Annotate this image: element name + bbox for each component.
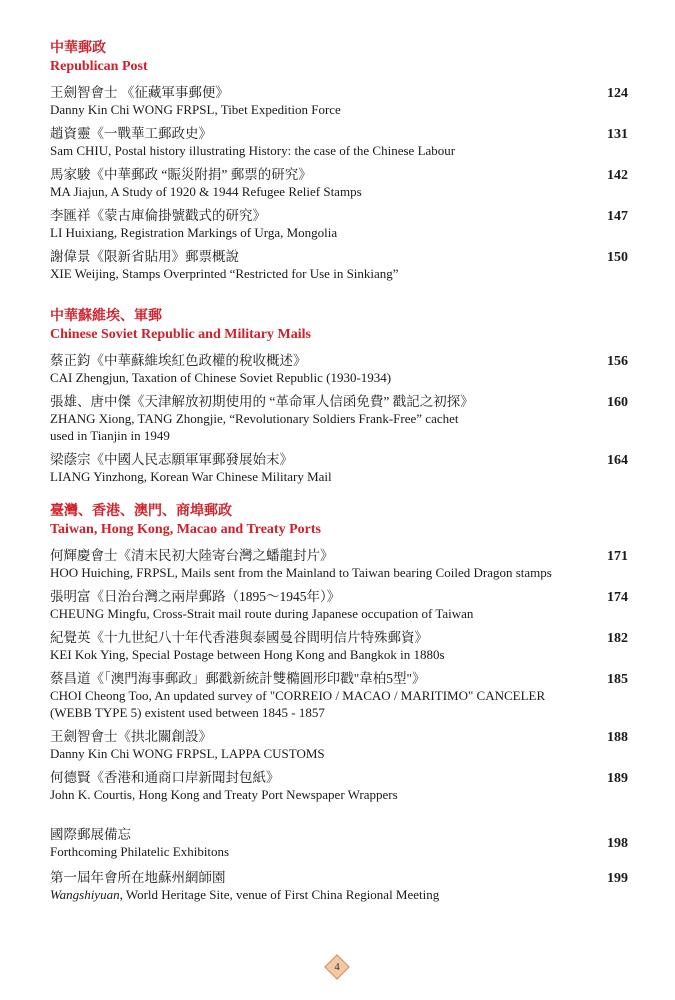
toc-entry[interactable] xyxy=(50,393,630,444)
entry-title-en: Sam CHIU, Postal history illustrating History: the case of the Chinese Labour xyxy=(50,143,456,158)
entry-title-en-italic: Wangshiyuan xyxy=(50,887,120,902)
toc-entry[interactable] xyxy=(50,547,630,581)
toc-entry[interactable] xyxy=(50,670,630,721)
entry-page-number: 150 xyxy=(607,250,628,265)
entry-title-en: KEI Kok Ying, Special Postage between Hong Kong and Bangkok in 1880s xyxy=(50,647,445,662)
entry-page-number: 188 xyxy=(607,730,628,745)
section-title-en: Taiwan, Hong Kong, Macao and Treaty Ports xyxy=(50,522,321,537)
entry-page-number: 185 xyxy=(607,672,628,687)
entry-title-en: Danny Kin Chi WONG FRPSL, Tibet Expedition Force xyxy=(50,102,341,117)
section-title-en: Republican Post xyxy=(50,59,148,74)
toc-entry[interactable] xyxy=(50,248,630,282)
entry-title-zh: 紀覺英《十九世紀八十年代香港與泰國曼谷間明信片特殊郵資》 xyxy=(50,630,428,645)
toc-entry[interactable] xyxy=(50,588,630,622)
toc-entry[interactable] xyxy=(50,769,630,803)
entry-title-zh: 何德賢《香港和通商口岸新聞封包紙》 xyxy=(50,770,280,785)
entry-page-number: 171 xyxy=(607,549,628,564)
section-taiwan-hk-macao xyxy=(50,503,630,810)
section-title-zh: 臺灣、香港、澳門、商埠郵政 xyxy=(50,504,232,519)
section-heading xyxy=(50,503,630,539)
toc-entry[interactable] xyxy=(50,451,630,485)
section-soviet-military xyxy=(50,308,630,492)
toc-entry[interactable] xyxy=(50,826,630,860)
entry-title-en: CAI Zhengjun, Taxation of Chinese Soviet Republic (1930-1934) xyxy=(50,370,392,385)
section-extras xyxy=(50,826,630,910)
entry-title-en: LI Huixiang, Registration Markings of Urga, Mongolia xyxy=(50,225,338,240)
entry-title-zh: 蔡正鈞《中華蘇維埃紅色政權的稅收概述》 xyxy=(50,353,307,368)
page-number: 4 xyxy=(334,961,340,973)
entry-page-number: 164 xyxy=(607,453,628,468)
toc-entry[interactable] xyxy=(50,84,630,118)
entry-title-en xyxy=(50,886,630,903)
toc-entry[interactable] xyxy=(50,728,630,762)
toc-entry[interactable] xyxy=(50,207,630,241)
section-title-zh: 中華蘇維埃、軍郵 xyxy=(50,309,162,324)
entry-title-zh: 第一屆年會所在地蘇州網師園 xyxy=(50,870,226,885)
toc-entry[interactable] xyxy=(50,125,630,159)
entry-title-en-rest: , World Heritage Site, venue of First China Regional Meeting xyxy=(119,887,440,902)
entry-title-en: HOO Huiching, FRPSL, Mails sent from the Mainland to Taiwan bearing Coiled Dragon stamps xyxy=(50,565,552,580)
section-heading xyxy=(50,40,630,76)
section-title-en: Chinese Soviet Republic and Military Mails xyxy=(50,327,311,342)
entry-page-number: 160 xyxy=(607,395,628,410)
entry-title-zh: 王劍智會士《拱北關創設》 xyxy=(50,729,212,744)
entry-title-zh: 趙資靈《一戰華工郵政史》 xyxy=(50,126,212,141)
toc-entry[interactable] xyxy=(50,869,630,903)
entry-page-number: 124 xyxy=(607,86,628,101)
entry-title-zh: 李匯祥《蒙古庫倫掛號戳式的研究》 xyxy=(50,208,266,223)
entry-title-zh: 張雄、唐中傑《天津解放初期使用的 “革命軍人信函免費” 戳記之初探》 xyxy=(50,394,474,409)
entry-title-en: XIE Weijing, Stamps Overprinted “Restricted for Use in Sinkiang” xyxy=(50,266,399,281)
entry-title-en: LIANG Yinzhong, Korean War Chinese Military Mail xyxy=(50,469,332,484)
entry-title-en: CHEUNG Mingfu, Cross-Strait mail route during Japanese occupation of Taiwan xyxy=(50,606,474,621)
entry-title-en: Danny Kin Chi WONG FRPSL, LAPPA CUSTOMS xyxy=(50,746,325,761)
entry-page-number: 199 xyxy=(607,871,628,886)
entry-title-en: John K. Courtis, Hong Kong and Treaty Port Newspaper Wrappers xyxy=(50,787,398,802)
entry-page-number: 174 xyxy=(607,590,628,605)
entry-title-en: CHOI Cheong Too, An updated survey of "CORREIO / MACAO / MARITIMO" CANCELER (WEBB TYPE 5) existent used between 1845 - 1857 xyxy=(50,688,546,720)
entry-page-number: 182 xyxy=(607,631,628,646)
entry-title-zh: 蔡昌道《「澳門海事郵政」郵戳新統計雙橢圓形印戳"韋柏5型"》 xyxy=(50,671,426,686)
entry-page-number: 189 xyxy=(607,771,628,786)
toc-entry[interactable] xyxy=(50,166,630,200)
section-republican-post xyxy=(50,40,630,289)
toc-entry[interactable] xyxy=(50,352,630,386)
entry-title-zh: 王劍智會士 《征藏軍事郵便》 xyxy=(50,85,229,100)
entry-title-zh: 何輝慶會士《清末民初大陸寄台灣之蟠龍封片》 xyxy=(50,548,334,563)
entry-page-number: 198 xyxy=(607,836,628,851)
toc-entry[interactable] xyxy=(50,629,630,663)
entry-title-en: Forthcoming Philatelic Exhibitons xyxy=(50,844,230,859)
page-number-badge xyxy=(326,956,348,978)
entry-page-number: 142 xyxy=(607,168,628,183)
entry-title-zh: 國際郵展備忘 xyxy=(50,827,131,842)
entry-page-number: 147 xyxy=(607,209,628,224)
entry-title-en: ZHANG Xiong, TANG Zhongjie, “Revolutionary Soldiers Frank-Free” cachet used in Tianjin in 1949 xyxy=(50,411,459,443)
entry-page-number: 131 xyxy=(607,127,628,142)
entry-page-number: 156 xyxy=(607,354,628,369)
entry-title-zh: 謝偉景《限新省貼用》郵票概說 xyxy=(50,249,239,264)
section-title-zh: 中華郵政 xyxy=(50,41,106,56)
entry-title-en: MA Jiajun, A Study of 1920 & 1944 Refugee Relief Stamps xyxy=(50,184,362,199)
entry-title-zh: 張明富《日治台灣之兩岸郵路（1895～1945年）》 xyxy=(50,589,341,604)
entry-title-zh: 馬家駿《中華郵政 “賑災附捐” 郵票的研究》 xyxy=(50,167,312,182)
section-heading xyxy=(50,308,630,344)
entry-title-zh: 梁蔭宗《中國人民志願軍軍郵發展始末》 xyxy=(50,452,293,467)
